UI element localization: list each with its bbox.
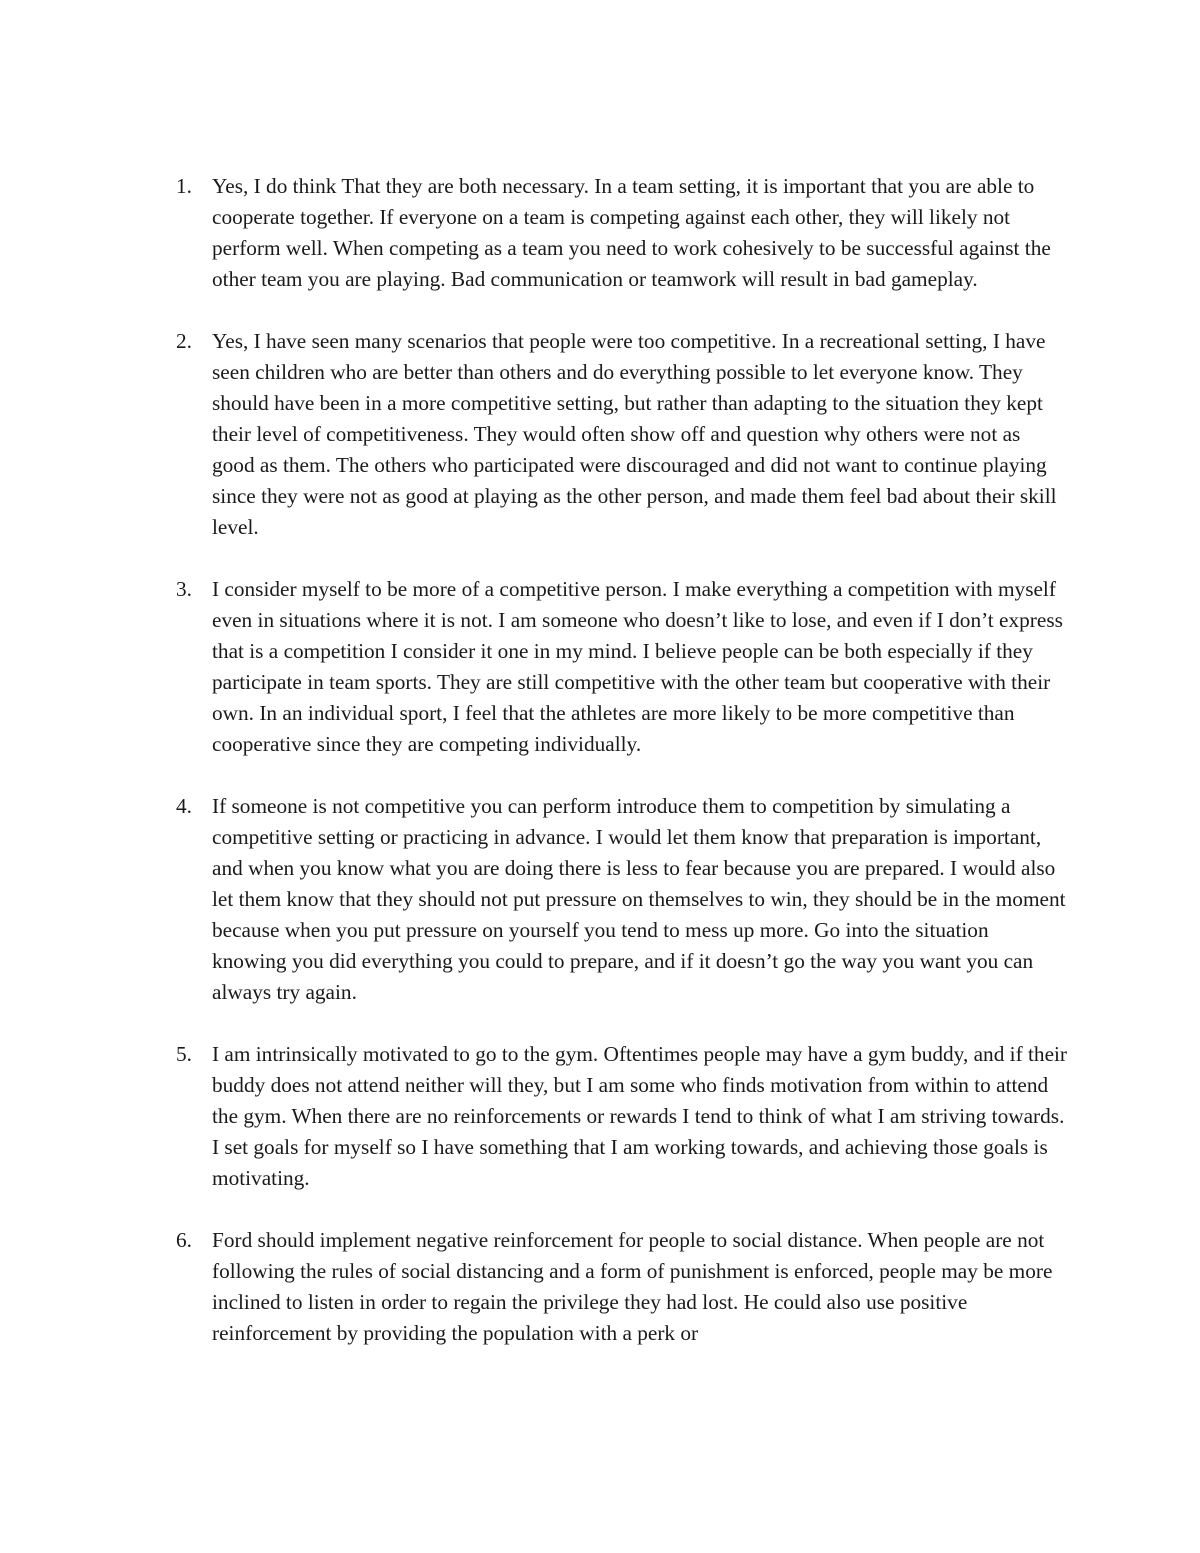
item-number: 4. — [176, 794, 192, 818]
item-text: If someone is not competitive you can perform introduce them to competition by simulating a competitive setting or practicing in advance. I would let them know that preparation is important, and when you know what you are doing there is less to fear because you are prepared. I would also let them know that they should not put pressure on themselves to win, they should be in the moment because when you put pressure on yourself you tend to mess up more. Go into the situation knowing you did everything you could to prepare, and if it doesn’t go the way you want you can always try again. — [212, 794, 1066, 1004]
item-number: 2. — [176, 329, 192, 353]
list-item-4 — [168, 791, 1068, 1008]
list-item-1 — [168, 171, 1068, 295]
numbered-answer-list — [168, 171, 1068, 1380]
list-item-5 — [168, 1039, 1068, 1194]
item-text: I am intrinsically motivated to go to the gym. Oftentimes people may have a gym buddy, and if their buddy does not attend neither will they, but I am some who finds motivation from within to attend the gym. When there are no reinforcements or rewards I tend to think of what I am striving towards. I set goals for myself so I have something that I am working towards, and achieving those goals is motivating. — [212, 1042, 1068, 1190]
list-item-6 — [168, 1225, 1068, 1349]
item-text: Ford should implement negative reinforcement for people to social distance. When people are not following the rules of social distancing and a form of punishment is enforced, people may be more inclined to listen in order to regain the privilege they had lost. He could also use positive reinforcement by providing the population with a perk or — [212, 1228, 1053, 1345]
item-number: 5. — [176, 1042, 192, 1066]
item-text: I consider myself to be more of a competitive person. I make everything a competition with myself even in situations where it is not. I am someone who doesn’t like to lose, and even if I don’t express that is a competition I consider it one in my mind. I believe people can be both especially if they participate in team sports. They are still competitive with the other team but cooperative with their own. In an individual sport, I feel that the athletes are more likely to be more competitive than cooperative since they are competing individually. — [212, 577, 1063, 756]
item-text: Yes, I have seen many scenarios that people were too competitive. In a recreational setting, I have seen children who are better than others and do everything possible to let everyone know. They should have been in a more competitive setting, but rather than adapting to the situation they kept their level of competitiveness. They would often show off and question why others were not as good as them. The others who participated were discouraged and did not want to continue playing since they were not as good at playing as the other person, and made them feel bad about their skill level. — [212, 329, 1057, 539]
item-text: Yes, I do think That they are both necessary. In a team setting, it is important that you are able to cooperate together. If everyone on a team is competing against each other, they will likely not perform well. When competing as a team you need to work cohesively to be successful against the other team you are playing. Bad communication or teamwork will result in bad gameplay. — [212, 174, 1051, 291]
list-item-2 — [168, 326, 1068, 543]
list-item-3 — [168, 574, 1068, 760]
item-number: 6. — [176, 1228, 192, 1252]
item-number: 3. — [176, 577, 192, 601]
item-number: 1. — [176, 174, 192, 198]
